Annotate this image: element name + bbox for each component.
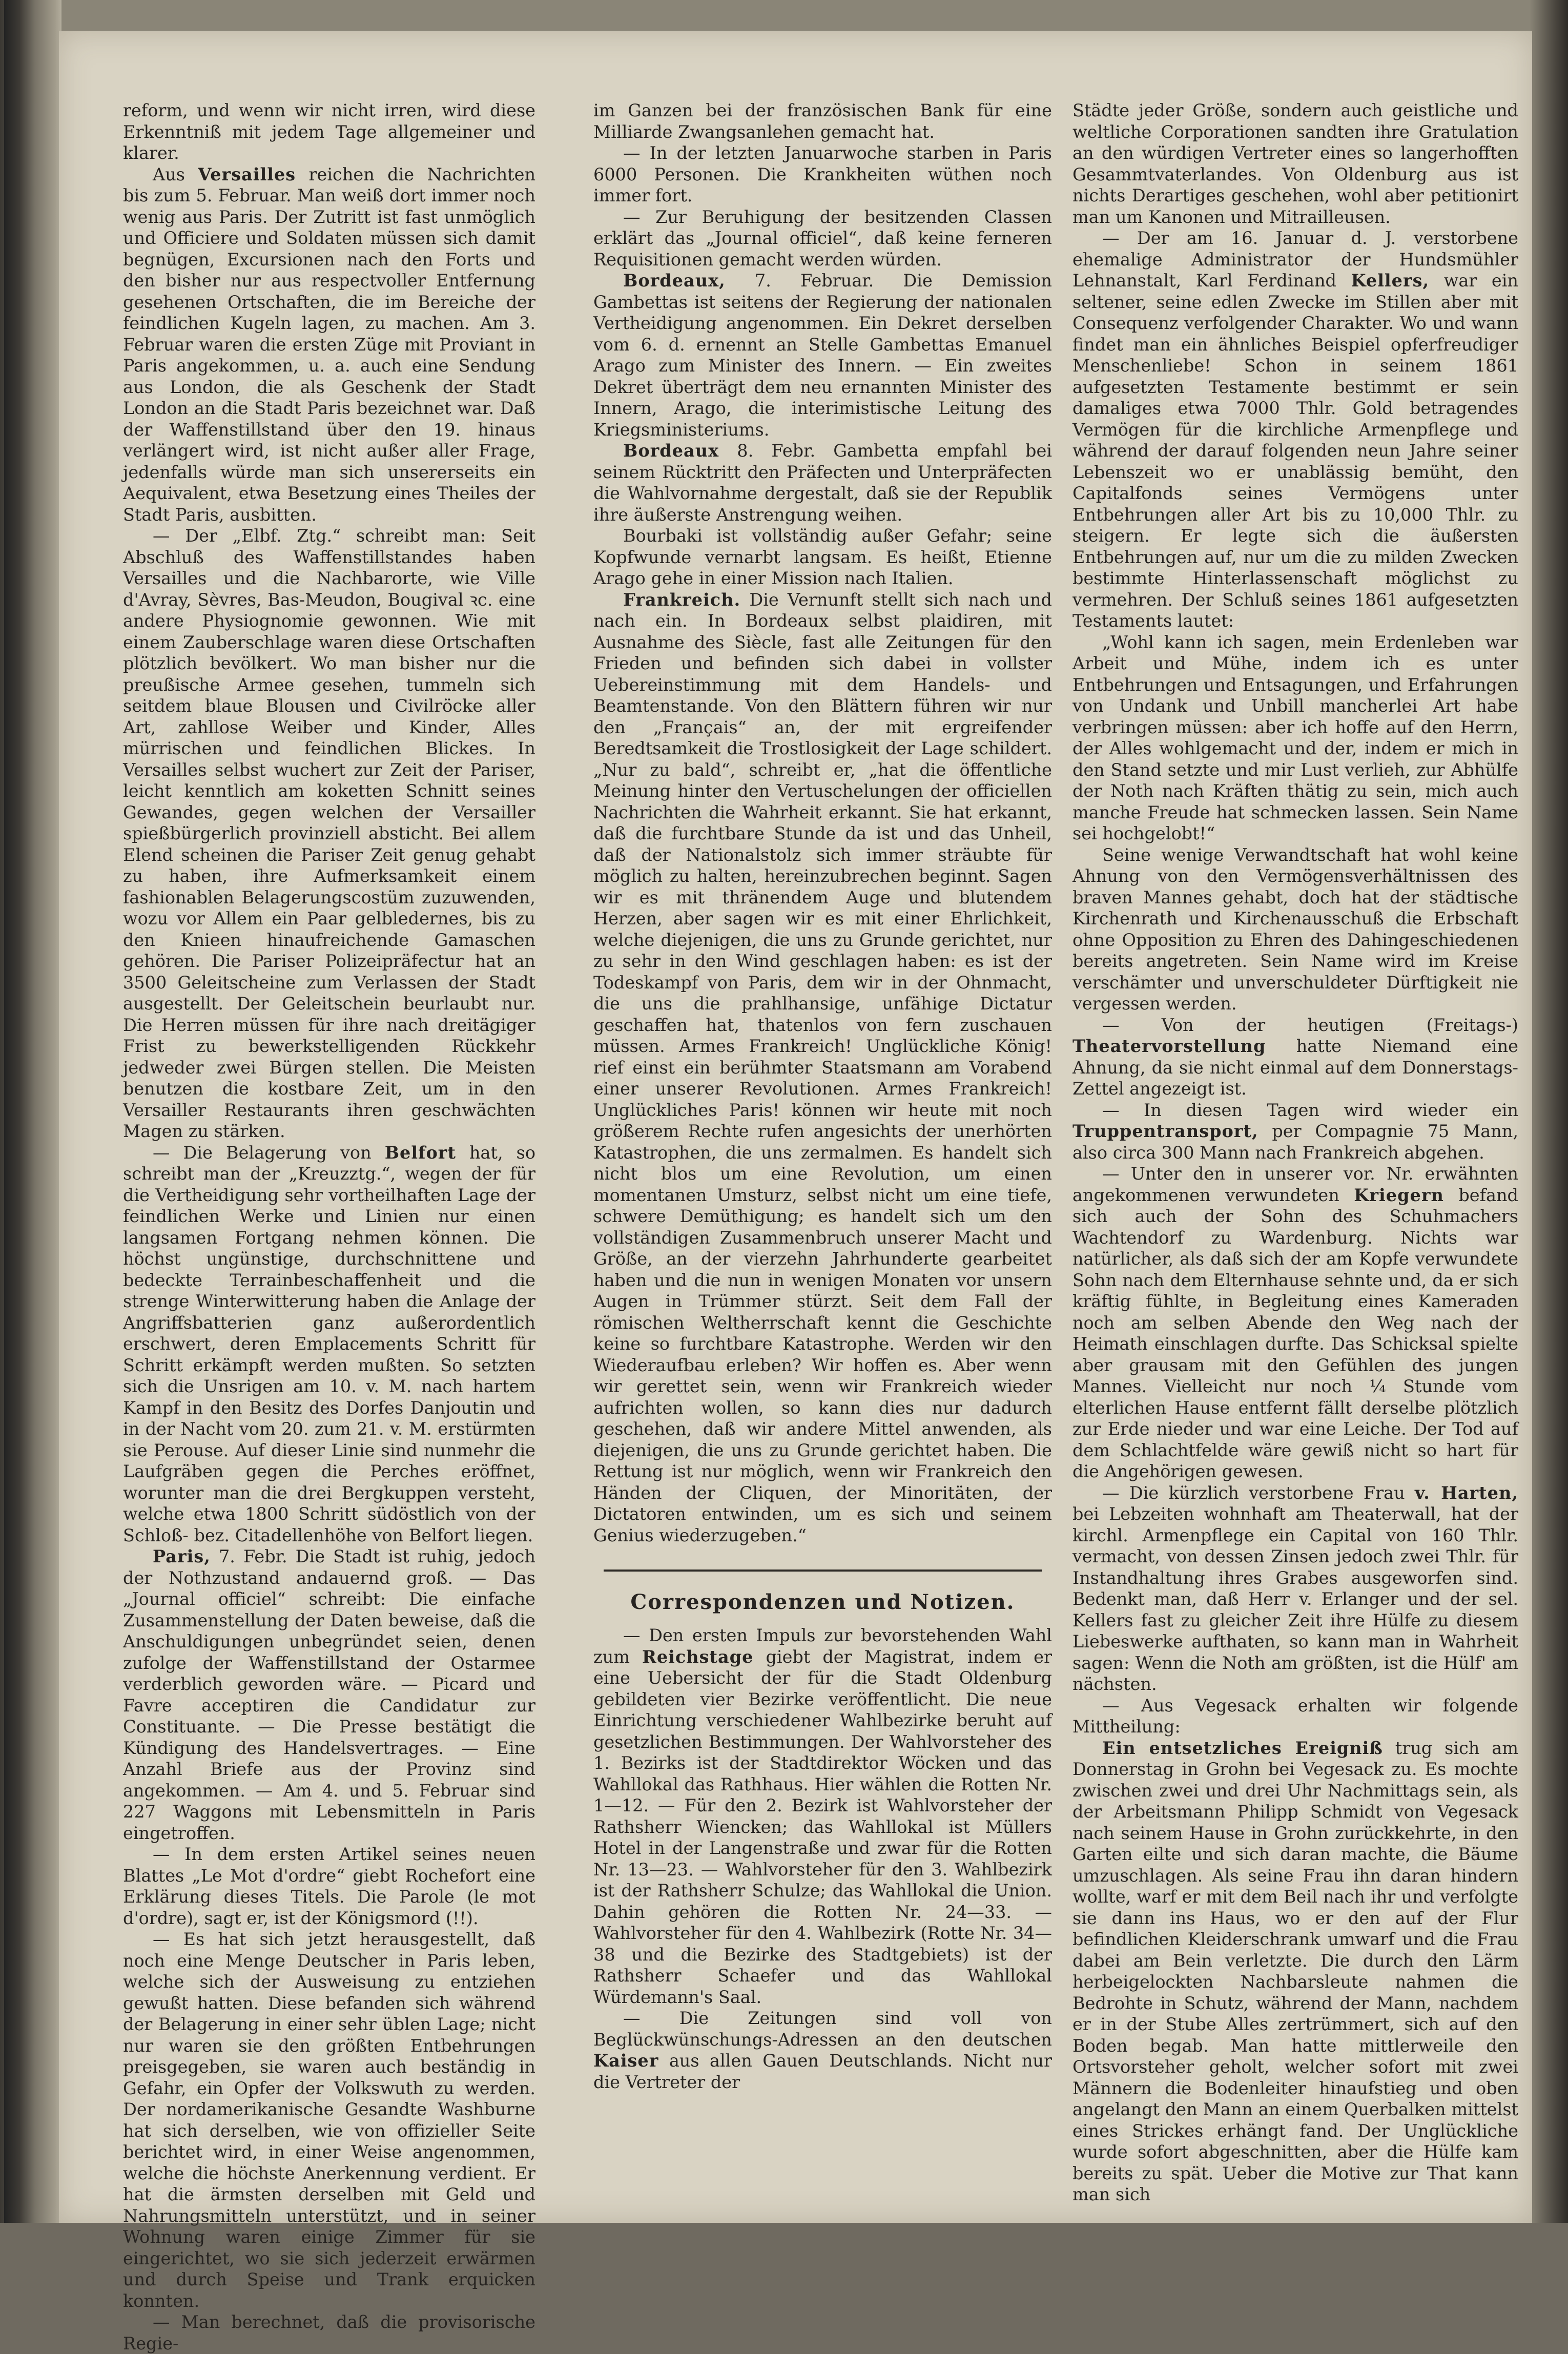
article-paragraph [593, 589, 1052, 1546]
keyword-kellers: Kellers, [1351, 271, 1430, 291]
text-run: bei Lebzeiten wohnhaft am Theaterwall, hat der kirchl. Armenpflege ein Capital von 160 Thlr. vermacht, von dessen Zinsen jedoch zwei Thlr. für Instandhaltung ihres Grabes ausgeworfen sind. Bedenkt man, daß Herr v. Erlanger und der sel. Kellers fast zu gleicher Zeit ihre Hülfe zu diesem Liebeswerke aufthaten, so kann man in Wahrheit sagen: Wenn die Noth am größten, ist die Hülf' am nächsten. [1072, 1504, 1518, 1694]
article-paragraph: — In der letzten Januarwoche starben in Paris 6000 Personen. Die Krankheiten wüthen noch immer fort. [593, 143, 1052, 205]
article-paragraph [593, 1625, 1052, 2008]
text-run: 7. Februar. Die Demission Gambettas ist seitens der Regierung der nationalen Vertheidigung angenommen. Ein Dekret derselben vom 6. d. ernennt an Stelle Gambettas Emanuel Arago zum Minister des Innern. — Ein zweites Dekret überträgt dem neu ernannten Minister des Innern, Arago, die interimistische Leitung des Kriegsministeriums. [593, 271, 1052, 440]
text-run: Aus [153, 164, 185, 184]
keyword-reichstage: Reichstage [642, 1646, 754, 1667]
keyword-truppentransport: Truppentransport, [1072, 1121, 1258, 1141]
text-run: — Die Belagerung von [153, 1142, 372, 1163]
keyword-belfort: Belfort [384, 1142, 456, 1163]
keyword-kriegern: Kriegern [1354, 1185, 1444, 1205]
keyword-harten: v. Harten, [1415, 1482, 1518, 1503]
article-paragraph [1072, 1015, 1518, 1100]
article-paragraph [1072, 1738, 1518, 2205]
keyword-theatervorstellung: Theatervorstellung [1072, 1036, 1266, 1056]
text-run: — Unter den in unserer vor. Nr. erwähnten angekommenen verwundeten [1072, 1164, 1518, 1205]
section-divider [604, 1570, 1042, 1572]
article-paragraph: — Der „Elbf. Ztg.“ schreibt man: Seit Abschluß des Waffenstillstandes haben Versailles und die Nachbarorte, wie Ville d'Avray, Sèvres, Bas-Meudon, Bougival ꝛc. eine andere Physiognomie gewonnen. Wie mit einem Zauberschlage waren diese Ortschaften plötzlich bevölkert. Wo man bisher nur die preußische Armee gesehen, tummeln sich seitdem blaue Blousen und Civilröcke aller Art, zahllose Weiber und Kinder, Alles mürrischen und feindlichen Blickes. In Versailles selbst wuchert zur Zeit der Pariser, leicht kenntlich am koketten Schnitt seines Gewandes, gegen welchen der Versailler spießbürgerlich provinziell absticht. Bei allem Elend scheinen die Pariser Zeit genug gehabt zu haben, ihre Aufmerksamkeit einem fashionablen Belagerungscostüm zuzuwenden, wozu vor Allem ein Paar gelbledernes, bis zu den Knieen hinaufreichende Gamaschen gehören. Die Pariser Polizeipräfectur hat an 3500 Geleitscheine zum Verlassen der Stadt ausgestellt. Der Geleitschein beurlaubt nur. Die Herren müssen für ihre nach dreitägiger Frist zu bewerkstelligenden Rückkehr jedweder zwei Bürgen stellen. Die Meisten benutzen die kostbare Zeit, um in den Versailler Restaurants ihren geschwächten Magen zu stärken. [123, 526, 535, 1141]
text-run: — Die kürzlich verstorbene Frau [1102, 1482, 1405, 1503]
keyword-bordeaux: Bordeaux [623, 441, 719, 461]
book-binding [4, 0, 61, 2223]
keyword-kaiser: Kaiser [593, 2051, 659, 2071]
text-run: aus allen Gauen Deutschlands. Nicht nur die Vertreter der [593, 2051, 1052, 2092]
article-paragraph [593, 270, 1052, 440]
article-paragraph: — In dem ersten Artikel seines neuen Blattes „Le Mot d'ordre“ giebt Rochefort eine Erklärung dieses Titels. Die Parole (le mot d'ordre), sagt er, ist der Königsmord (!!). [123, 1844, 535, 1928]
article-paragraph: Städte jeder Größe, sondern auch geistliche und weltliche Corporationen sandten ihre Gratulation an den würdigen Vertreter eines so langerhofften Gesammtvaterlandes. Von Oldenburg aus ist nichts Derartiges geschehen, wohl aber petitionirt man um Kanonen und Mitrailleusen. [1072, 100, 1518, 227]
article-paragraph: im Ganzen bei der französischen Bank für eine Milliarde Zwangsanlehen gemacht hat. [593, 100, 1052, 142]
column-left [123, 100, 535, 2354]
column-middle [593, 100, 1052, 2093]
text-run: — Der am 16. Januar d. J. verstorbene ehemalige Administrator der Hundsmühler Lehnanstalt, Karl Ferdinand [1072, 228, 1518, 291]
text-run: befand sich auch der Sohn des Schuhmachers Wachtendorf zu Wardenburg. Nichts war natürlicher, als daß sich der am Kopfe verwundete Sohn nach dem Elternhause sehnte und, da er sich kräftig fühlte, in Begleitung eines Kameraden noch am selben Abende den Weg nach der Heimath einschlagen durfte. Das Schicksal spielte aber grausam mit den Gefühlen des jungen Mannes. Vielleicht nur noch ¼ Stunde vom elterlichen Hause entfernt fällt derselbe plötzlich zur Erde nieder und war eine Leiche. Der Tod auf dem Schlachtfelde wäre gewiß nicht so hart für die Angehörigen gewesen. [1072, 1185, 1518, 1481]
article-paragraph [123, 1546, 535, 1844]
article-paragraph [123, 1142, 535, 1546]
text-run: — Den ersten Impuls zur bevorstehenden Wahl zum [593, 1625, 1052, 1667]
article-paragraph [1072, 1100, 1518, 1164]
text-run: — Von der heutigen (Freitags-) [1102, 1015, 1518, 1035]
text-run: — Die Zeitungen sind voll von Beglückwünschungs-Adressen an den deutschen [593, 2008, 1052, 2050]
article-paragraph [593, 440, 1052, 525]
keyword-ereignis: Ein entsetzliches Ereigniß [1102, 1738, 1383, 1758]
keyword-paris: Paris, [153, 1546, 211, 1566]
column-right [1072, 100, 1518, 2205]
text-run: trug sich am Donnerstag in Grohn bei Vegesack zu. Es mochte zwischen zwei und drei Uhr Nachmittags sein, als der Arbeitsmann Philipp Schmidt von Vegesack nach seinem Hause in Grohn zurückkehrte, in den Garten eilte und sich daran machte, die Bäume umzuschlagen. Als seine Frau ihn daran hindern wollte, warf er mit dem Beil nach ihr und verfolgte sie dann ins Haus, wo er den auf der Flur befindlichen Kleiderschrank umwarf und die Frau dabei am Bein verletzte. Die durch den Lärm herbeigelockten Nachbarsleute nahmen die Bedrohte in Schutz, während der Mann, nachdem er in der Stube Alles zertrümmert, sich auf den Boden begab. Man hatte mittlerweile den Ortsvorsteher geholt, welcher sofort mit zwei Männern die Bodenleiter hinaufstieg und oben angelangt den Mann an einem Querbalken mittelst eines Strickes erhängt fand. Der Unglückliche wurde sofort abgeschnitten, aber die Hülfe kam bereits zu spät. Ueber die Motive zur That kann man sich [1072, 1738, 1519, 2204]
article-paragraph [1072, 228, 1518, 632]
keyword-versailles: Versailles [198, 164, 296, 184]
text-run: war ein seltener, seine edlen Zwecke im Stillen aber mit Consequenz verfolgender Charakter. Wo und wann findet man ein ähnliches Beispiel opferfreudiger Menschenliebe! Schon in seinem 1861 aufgesetzten Testamente bestimmt er sein damaliges etwa 7000 Thlr. Gold betragendes Vermögen für die kirchliche Armenpflege und während der darauf folgenden neun Jahre seiner Lebenszeit wo er unablässig bemüht, den Capitalfonds seines Vermögens unter Entbehrungen aller Art bis zu 10,000 Thlr. zu steigern. Er legte sich die äußersten Entbehrungen auf, nur um die zu milden Zwecken bestimmte Hinterlassenschaft möglichst zu vermehren. Der Schluß seines 1861 aufgesetzten Testaments lautet: [1072, 271, 1518, 631]
article-paragraph: „Wohl kann ich sagen, mein Erdenleben war Arbeit und Mühe, indem ich es unter Entbehrungen und Entsagungen, und Erfahrungen von Undank und Unbill mancherlei Art habe verbringen müssen: aber ich hoffe auf den Herrn, der Alles wohlgemacht und der, indem er mich in den Stand setzte und mir Lust verlieh, zur Abhülfe der Noth nach Kräften thätig zu sein, mich auch manche Freude hat schmecken lassen. Sein Name sei hochgelobt!“ [1072, 632, 1518, 843]
article-paragraph: Seine wenige Verwandtschaft hat wohl keine Ahnung von den Vermögensverhältnissen des braven Mannes gehabt, doch hat der städtische Kirchenrath und Kirchenausschuß die Erbschaft ohne Opposition zu Ehren des Dahingeschiedenen bereits angetreten. Sein Name wird im Kreise verschämter und unverschuldeter Dürftigkeit nie vergessen werden. [1072, 844, 1518, 1014]
section-heading: Correspondenzen und Notizen. [630, 1590, 1015, 1614]
article-paragraph: reform, und wenn wir nicht irren, wird diese Erkenntniß mit jedem Tage allgemeiner und klarer. [123, 100, 535, 163]
text-run: Die Vernunft stellt sich nach und nach ein. In Bordeaux selbst plaidiren, mit Ausnahme des Siècle, fast alle Zeitungen für den Frieden und befinden sich dabei in vollster Uebereinstimmung mit dem Handels- und Beamtenstande. Von den Blättern führen wir nur den „Français“ an, der mit ergreifender Beredtsamkeit die Trostlosigkeit der Lage schildert. „Nur zu bald“, schreibt er, „hat die öffentliche Meinung hinter den Vertuschelungen der officiellen Nachrichten die Wahrheit erkannt. Sie hat erkannt, daß die furchtbare Stunde da ist und das Unheil, daß der Nationalstolz sich immer sträubte für möglich zu halten, hereinzubrechen beginnt. Sagen wir es mit thränendem Auge und blutendem Herzen, aber sagen wir es mit einer Ehrlichkeit, welche diejenigen, die uns zu Grunde gerichtet, nur zu sehr in den Wind geschlagen haben: es ist der Todeskampf von Paris, dem wir in der Ohnmacht, die uns die prahlhansige, unfähige Dictatur geschaffen hat, thatenlos von fern zuschauen müssen. Armes Frankreich! Unglückliche König! rief einst ein berühmter Staatsmann am Vorabend einer unserer Revolutionen. Armes Frankreich! Unglückliches Paris! können wir heute mit noch größerem Rechte rufen angesichts der unerhörten Katastrophen, die uns zermalmen. Es handelt sich nicht blos um eine Revolution, um einen momentanen Umsturz, selbst nicht um eine tiefe, schwere Demüthigung; es handelt sich um den vollständigen Zusammenbruch unserer Macht und Größe, an der vierzehn Jahrhunderte gearbeitet haben und die nun in wenigen Monaten vor unsern Augen in Trümmer stürzt. Seit dem Fall der römischen Weltherrschaft kennt die Geschichte keine so furchtbare Katastrophe. Werden wir den Wiederaufbau erleben? Wir hoffen es. Aber wenn wir gerettet sein, wenn wir Frankreich wieder aufrichten wollen, so kann dies nur dadurch geschehen, daß wir andere Mittel anwenden, als diejenigen, die uns zu Grunde gerichtet haben. Die Rettung ist nur möglich, wenn wir Frankreich den Händen der Cliquen, der Minoritäten, der Dictatoren entwinden, um es sich und seinem Genius wiederzugeben.“ [593, 589, 1052, 1545]
article-paragraph: Bourbaki ist vollständig außer Gefahr; seine Kopfwunde vernarbt langsam. Es heißt, Etienne Arago gehe in einer Mission nach Italien. [593, 526, 1052, 588]
text-run: — In diesen Tagen wird wieder ein [1102, 1100, 1518, 1120]
article-paragraph: — Man berechnet, daß die provisorische Regie- [123, 2312, 535, 2353]
text-run: 7. Febr. Die Stadt ist ruhig, jedoch der Nothzustand andauernd groß. — Das „Journal officiel“ schreibt: Die einfache Zusammenstellung der Daten beweise, daß die Anschuldigungen unbegründet seien, denen zufolge der Waffenstillstand der Ostarmee verderblich geworden wäre. — Picard und Favre acceptiren die Candidatur zur Constituante. — Die Presse bestätigt die Kündigung des Handelsvertrages. — Eine Anzahl Briefe aus der Provinz sind angekommen. — Am 4. und 5. Februar sind 227 Waggons mit Lebensmitteln in Paris eingetroffen. [123, 1546, 535, 1843]
article-paragraph [1072, 1482, 1518, 1695]
article-paragraph: — Zur Beruhigung der besitzenden Classen erklärt das „Journal officiel“, daß keine ferneren Requisitionen gemacht werden würden. [593, 207, 1052, 270]
article-paragraph [123, 164, 535, 526]
text-run: giebt der Magistrat, indem er eine Uebersicht der für die Stadt Oldenburg gebildeten vier Bezirke veröffentlicht. Die neue Einrichtung verschiedener Wahlbezirke beruht auf gesetzlichen Bestimmungen. Der Wahlvorsteher des 1. Bezirks ist der Stadtdirektor Wöcken und das Wahllokal das Rathhaus. Hier wählen die Rotten Nr. 1—12. — Für den 2. Bezirk ist Wahlvorsteher der Rathsherr Wiencken; das Wahllokal ist Müllers Hotel in der Langenstraße und zwar für die Rotten Nr. 13—23. — Wahlvorsteher für den 3. Wahlbezirk ist der Rathsherr Schulze; das Wahllokal die Union. Dahin gehören die Rotten Nr. 24—33. — Wahlvorsteher für den 4. Wahlbezirk (Rotte Nr. 34—38 und die Bezirke des Stadtgebiets) ist der Rathsherr Schaefer und das Wahllokal Würdemann's Saal. [593, 1646, 1052, 2007]
text-run: hat, so schreibt man der „Kreuzztg.“, wegen der für die Vertheidigung sehr vortheilhaften Lage der feindlichen Werke und Linien nur einen langsamen Fortgang nehmen können. Die höchst ungünstige, durchschnittene und bedeckte Terrainbeschaffenheit und die strenge Winterwitterung haben die Anlage der Angriffsbatterien ganz außerordentlich erschwert, deren Emplacements Schritt für Schritt erkämpft werden mußten. So setzten sich die Unsrigen am 10. v. M. nach hartem Kampf in den Besitz des Dorfes Danjoutin und in der Nacht vom 20. zum 21. v. M. erstürmten sie Perouse. Auf dieser Linie sind nunmehr die Laufgräben gegen die Perches eröffnet, worunter man die drei Bergkuppen versteht, welche etwa 1800 Schritt südöstlich von der Schloß- bez. Citadellenhöhe von Belfort liegen. [123, 1142, 535, 1545]
article-paragraph [593, 2008, 1052, 2093]
text-run: reichen die Nachrichten bis zum 5. Februar. Man weiß dort immer noch wenig aus Paris. Der Zutritt ist fast unmöglich und Officiere und Soldaten müssen sich damit begnügen, Excursionen nach den Forts und den bisher nur aus respectvoller Entfernung gesehenen Ortschaften, die im Bereiche der feindlichen Kugeln lagen, zu machen. Am 3. Februar waren die ersten Züge mit Proviant in Paris angekommen, u. a. auch eine Sendung aus London, die als Geschenk der Stadt London an die Stadt Paris bezeichnet war. Daß der Waffenstillstand über den 19. hinaus verlängert wird, ist nicht außer aller Frage, jedenfalls würde man sich unsererseits ein Aequivalent, etwa Besetzung eines Theiles der Stadt Paris, ausbitten. [123, 164, 536, 525]
article-paragraph [1072, 1163, 1518, 1482]
article-paragraph: — Es hat sich jetzt herausgestellt, daß noch eine Menge Deutscher in Paris leben, welche sich der Ausweisung zu entziehen gewußt hatten. Diese befanden sich während der Belagerung in einer sehr üblen Lage; nicht nur waren sie den größten Entbehrungen preisgegeben, sie waren auch beständig in Gefahr, ein Opfer der Volkswuth zu werden. Der nordamerikanische Gesandte Washburne hat sich derselben, wie von offizieller Seite berichtet wird, in einer Weise angenommen, welche die höchste Anerkennung verdient. Er hat die ärmsten derselben mit Geld und Nahrungsmitteln unterstützt, und in seiner Wohnung waren einige Zimmer für sie eingerichtet, wo sie sich jederzeit erwärmen und durch Speise und Trank erquicken konnten. [123, 1929, 535, 2311]
text-run: hatte Niemand eine Ahnung, da sie nicht einmal auf dem Donnerstags-Zettel angezeigt ist. [1072, 1036, 1518, 1099]
article-paragraph: — Aus Vegesack erhalten wir folgende Mittheilung: [1072, 1695, 1518, 1737]
text-run: 8. Febr. Gambetta empfahl bei seinem Rücktritt den Präfecten und Unterpräfecten die Wahlvornahme dergestalt, daß sie der Republik ihre äußerste Anstrengung weihen. [593, 441, 1052, 525]
keyword-frankreich: Frankreich. [623, 589, 741, 610]
text-run: per Compagnie 75 Mann, also circa 300 Mann nach Frankreich abgehen. [1072, 1121, 1518, 1163]
keyword-bordeaux: Bordeaux, [623, 271, 726, 291]
